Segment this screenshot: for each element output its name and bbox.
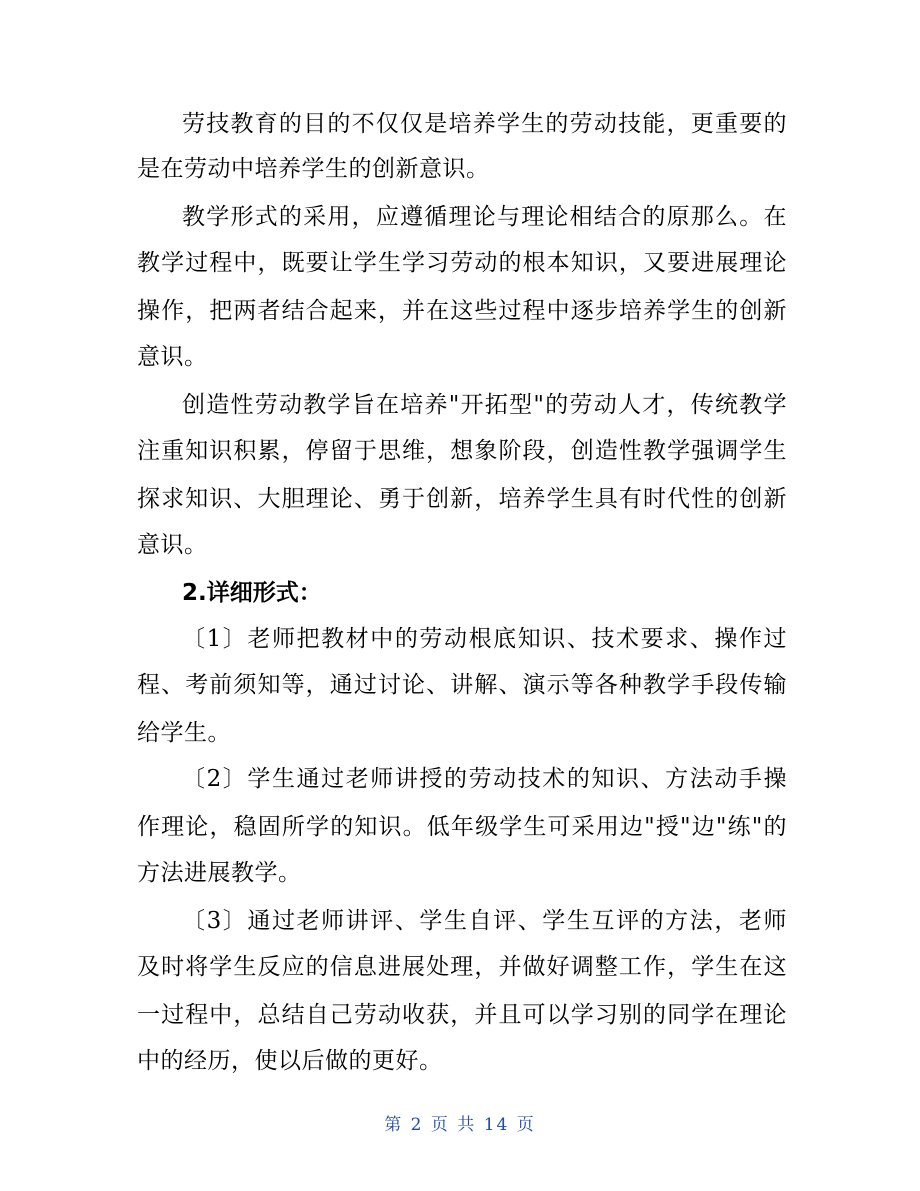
item-2-line-2: 作理论，稳固所学的知识。低年级学生可采用边"授"边"练"的 bbox=[137, 814, 787, 840]
page-number-footer: 第 2 页 共 14 页 bbox=[384, 1115, 536, 1135]
paragraph-3-line-2: 注重知识积累，停留于思维，想象阶段，创造性教学强调学生 bbox=[137, 438, 787, 464]
item-3-line-3: 一过程中，总结自己劳动收获，并且可以学习别的同学在理论 bbox=[137, 1002, 787, 1028]
item-3-line-2: 及时将学生反应的信息进展处理，并做好调整工作，学生在这 bbox=[137, 954, 787, 980]
item-1-line-2: 程、考前须知等，通过讨论、讲解、演示等各种教学手段传输 bbox=[137, 672, 787, 698]
paragraph-2-line-2: 教学过程中，既要让学生学习劳动的根本知识，又要进展理论 bbox=[137, 250, 787, 276]
item-3-line-4: 中的经历，使以后做的更好。 bbox=[137, 1048, 443, 1074]
paragraph-3-line-4: 意识。 bbox=[137, 532, 208, 558]
paragraph-3-line-3: 探求知识、大胆理论、勇于创新，培养学生具有时代性的创新 bbox=[137, 486, 787, 512]
paragraph-2-line-3: 操作，把两者结合起来，并在这些过程中逐步培养学生的创新 bbox=[137, 298, 787, 324]
item-3-line-1: 〔3〕通过老师讲评、学生自评、学生互评的方法，老师 bbox=[182, 908, 787, 934]
paragraph-1-line-2: 是在劳动中培养学生的创新意识。 bbox=[137, 156, 490, 182]
paragraph-2-line-1: 教学形式的采用，应遵循理论与理论相结合的原那么。在 bbox=[182, 204, 787, 230]
paragraph-2-line-4: 意识。 bbox=[137, 344, 208, 370]
section-heading: 2.详细形式： bbox=[182, 580, 322, 606]
item-1-line-1: 〔1〕老师把教材中的劳动根底知识、技术要求、操作过 bbox=[182, 626, 787, 652]
item-2-line-3: 方法进展教学。 bbox=[137, 860, 302, 886]
paragraph-3-line-1: 创造性劳动教学旨在培养"开拓型"的劳动人才，传统教学 bbox=[182, 392, 787, 418]
item-2-line-1: 〔2〕学生通过老师讲授的劳动技术的知识、方法动手操 bbox=[182, 766, 787, 792]
item-1-line-3: 给学生。 bbox=[137, 720, 231, 746]
paragraph-1-line-1: 劳技教育的目的不仅仅是培养学生的劳动技能，更重要的 bbox=[182, 111, 787, 137]
